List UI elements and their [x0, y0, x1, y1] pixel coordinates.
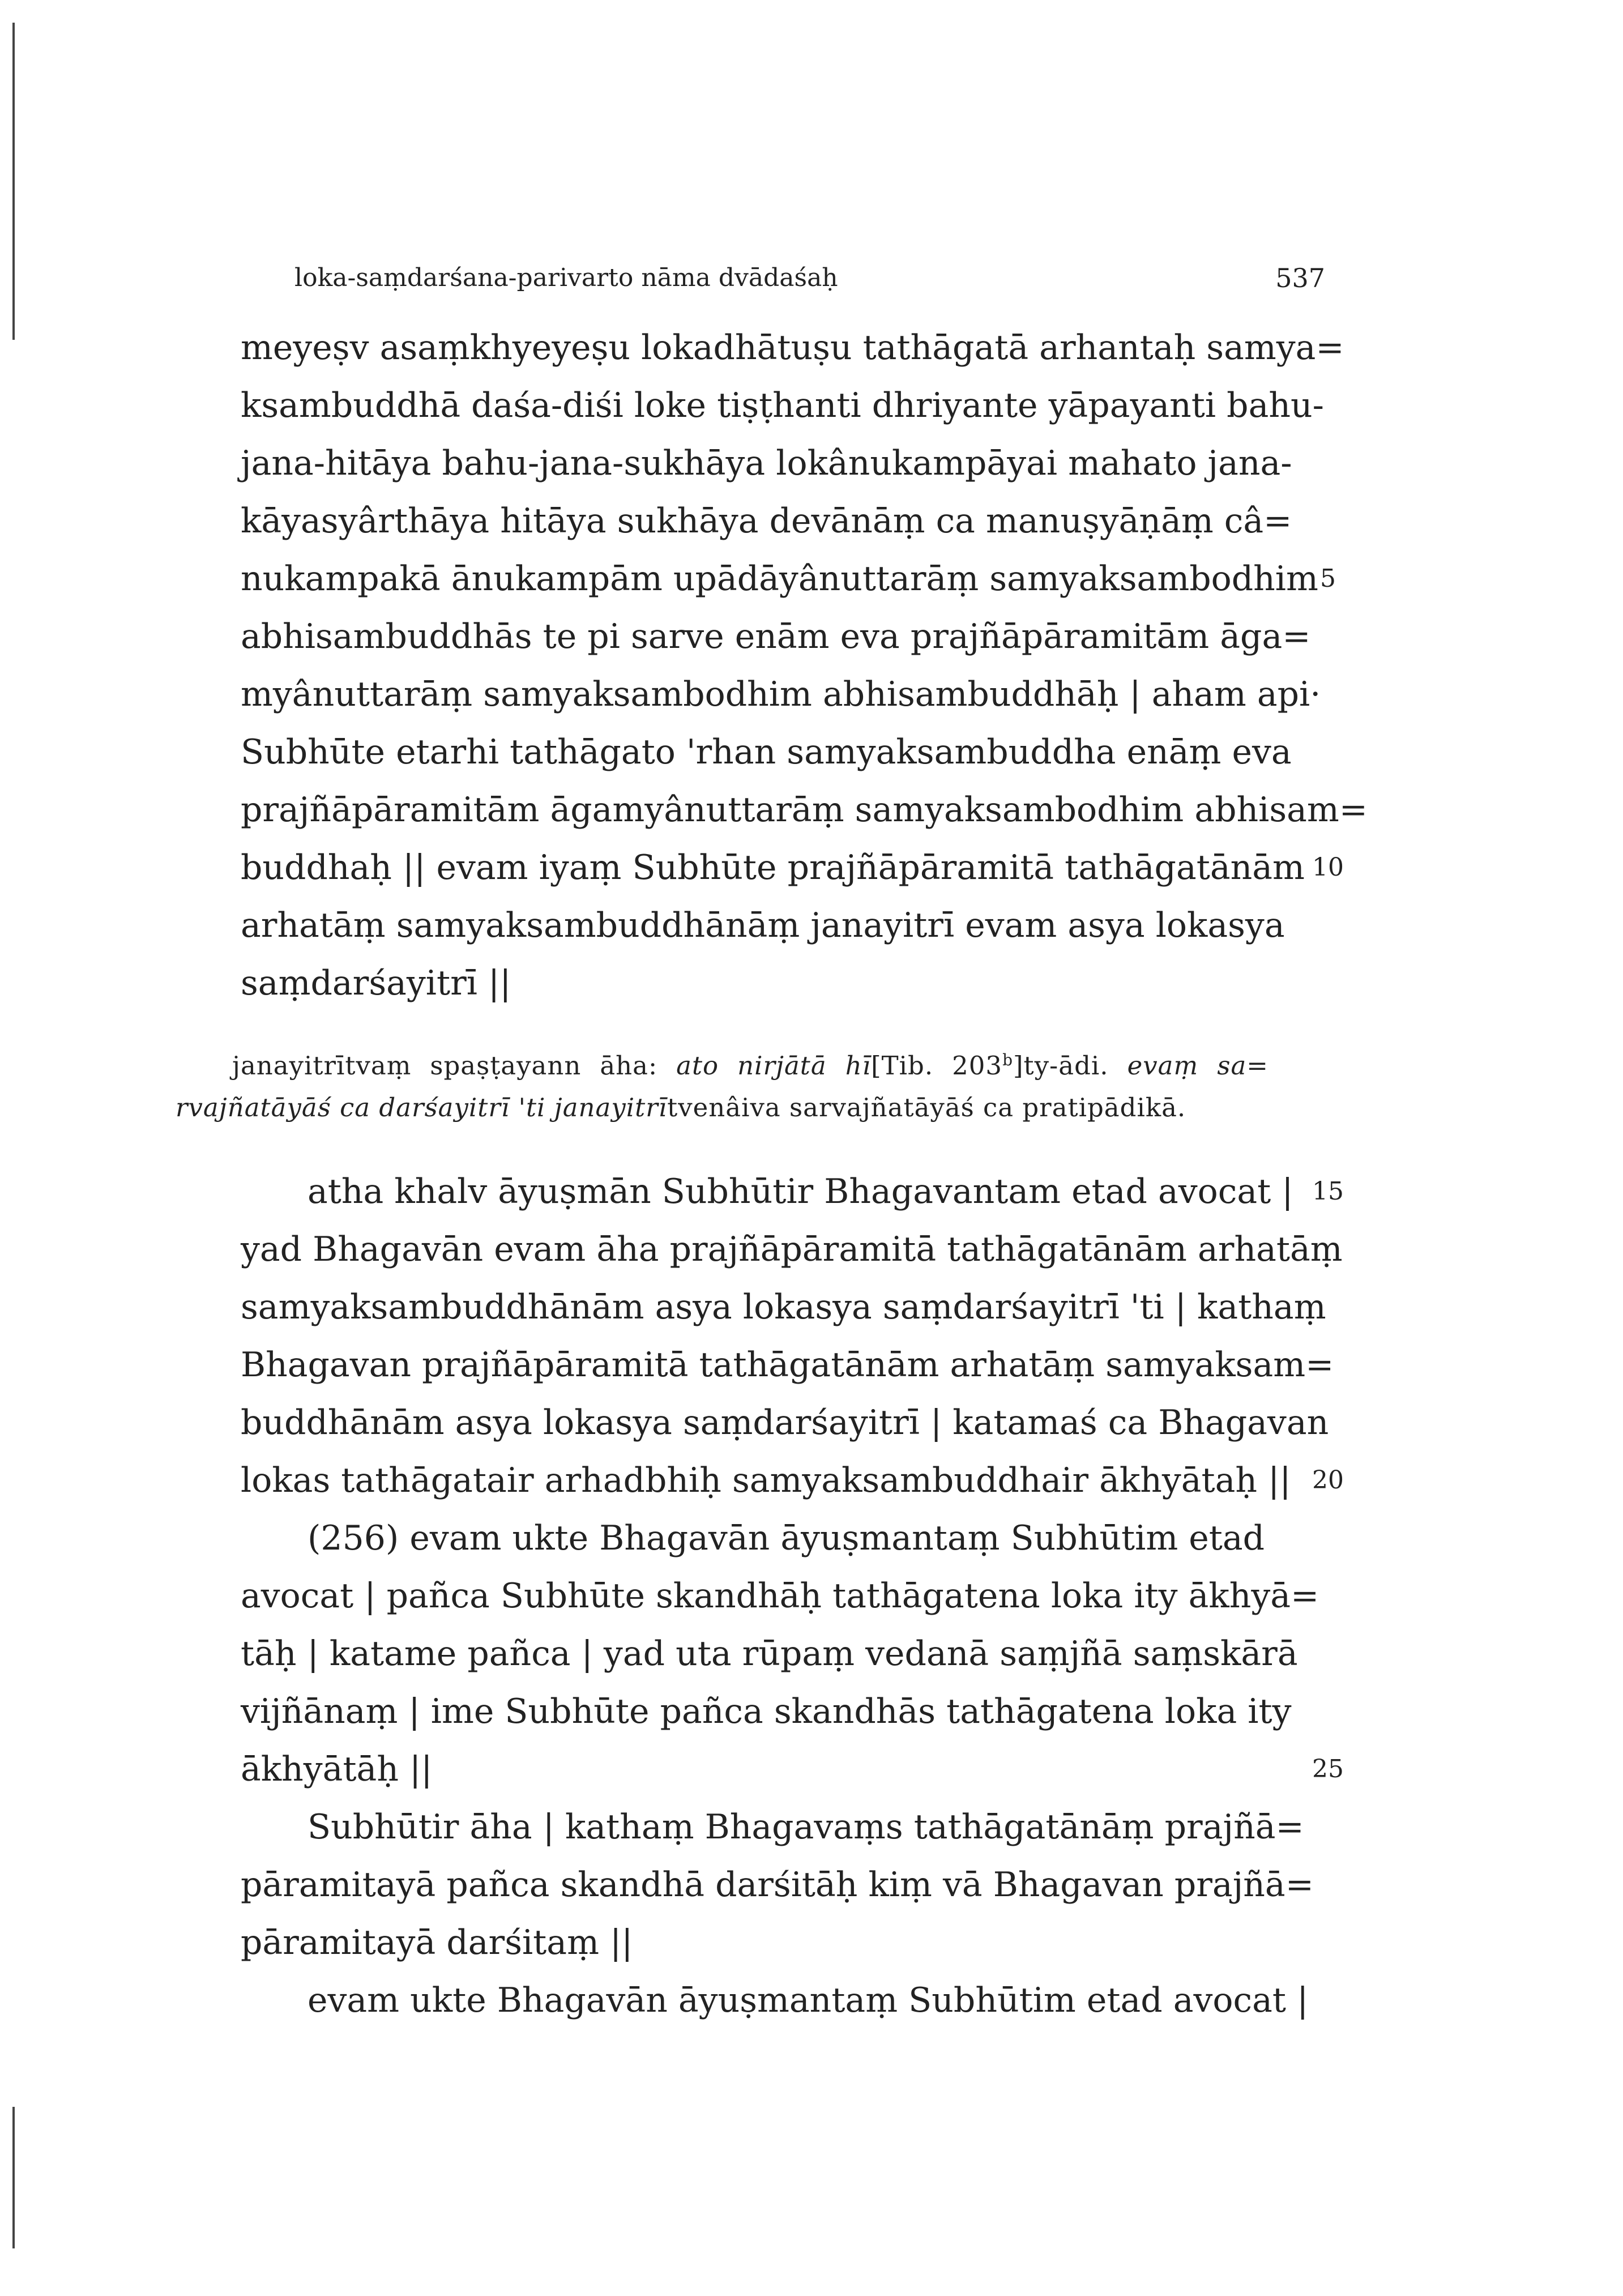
page-number: 537 [1275, 263, 1325, 293]
commentary-text: tvenâiva sarvajñatāyāś ca pratipādikā. [667, 1092, 1186, 1123]
text-line: pāramitayā darśitaṃ || [241, 1923, 633, 1962]
commentary-quote: evaṃ sa= [1127, 1051, 1268, 1081]
text-line: pāramitayā pañca skandhā darśitāḥ kiṃ vā Bhagavan prajñā= [241, 1865, 1314, 1905]
scan-edge-mark-bottom [12, 2107, 15, 2248]
text-line: atha khalv āyuṣmān Subhūtir Bhagavantam etad avocat | [307, 1172, 1293, 1211]
text-line: nukampakā ānukampām upādāyânuttarāṃ samyaksambodhim [241, 559, 1318, 599]
text-line: yad Bhagavān evam āha prajñāpāramitā tathāgatānām arhatāṃ [241, 1230, 1343, 1269]
commentary-superscript: b [1002, 1051, 1013, 1069]
text-line: (256) evam ukte Bhagavān āyuṣmantaṃ Subhūtim etad [307, 1518, 1265, 1558]
commentary-quote: rvajñatāyāś ca darśayitrī 'ti janayitrī [176, 1092, 668, 1123]
commentary-text: ]ty-ādi. [1013, 1051, 1127, 1081]
commentary-line [232, 1040, 1268, 1081]
text-line: tāḥ | katame pañca | yad uta rūpaṃ vedanā saṃjñā saṃskārā [241, 1634, 1298, 1674]
running-header [294, 258, 1325, 298]
line-number: 5 [1320, 564, 1336, 593]
commentary-quote: ato nirjātā hī [676, 1051, 872, 1081]
scan-edge-mark-top [12, 23, 15, 340]
line-number: 25 [1312, 1755, 1344, 1783]
commentary-reference: [Tib. 203 [871, 1051, 1003, 1081]
text-line: ksambuddhā daśa-diśi loke tiṣṭhanti dhriyante yāpayanti bahu- [241, 386, 1324, 425]
text-line: samyaksambuddhānām asya lokasya saṃdarśayitrī 'ti | kathaṃ [241, 1287, 1326, 1327]
text-line: meyeṣv asaṃkhyeyeṣu lokadhātuṣu tathāgatā arhantaḥ samya= [241, 328, 1344, 368]
text-line: jana-hitāya bahu-jana-sukhāya lokânukampāyai mahato jana- [241, 443, 1292, 483]
text-line: arhatāṃ samyaksambuddhānāṃ janayitrī evam asya lokasya [241, 906, 1285, 945]
line-number: 15 [1312, 1177, 1344, 1206]
text-line: buddhānām asya lokasya saṃdarśayitrī | katamaś ca Bhagavan [241, 1403, 1329, 1443]
text-line: kāyasyârthāya hitāya sukhāya devānāṃ ca manuṣyāṇāṃ câ= [241, 501, 1292, 541]
text-line: myânuttarāṃ samyaksambodhim abhisambuddhāḥ | aham api· [241, 675, 1321, 714]
text-line: Bhagavan prajñāpāramitā tathāgatānām arhatāṃ samyaksam= [241, 1345, 1334, 1385]
text-line: evam ukte Bhagavān āyuṣmantaṃ Subhūtim etad avocat | [307, 1981, 1309, 2020]
text-line: saṃdarśayitrī || [241, 963, 511, 1003]
text-line: vijñānaṃ | ime Subhūte pañca skandhās tathāgatena loka ity [241, 1692, 1292, 1731]
line-number: 10 [1312, 853, 1344, 882]
text-line: Subhūtir āha | kathaṃ Bhagavaṃs tathāgatānāṃ prajñā= [307, 1807, 1304, 1847]
line-number: 20 [1312, 1466, 1344, 1495]
text-line: abhisambuddhās te pi sarve enām eva prajñāpāramitām āga= [241, 617, 1311, 656]
text-line: buddhaḥ || evam iyaṃ Subhūte prajñāpāramitā tathāgatānām [241, 848, 1305, 887]
text-line: avocat | pañca Subhūte skandhāḥ tathāgatena loka ity ākhyā= [241, 1576, 1319, 1616]
text-line: lokas tathāgatair arhadbhiḥ samyaksambuddhair ākhyātaḥ || [241, 1461, 1291, 1500]
commentary-text: janayitrītvaṃ spaṣṭayann āha: [232, 1051, 677, 1081]
running-title: loka-saṃdarśana-parivarto nāma dvādaśaḥ [294, 263, 838, 292]
text-line: ākhyātāḥ || [241, 1749, 433, 1789]
text-line: Subhūte etarhi tathāgato 'rhan samyaksambuddha enāṃ eva [241, 732, 1292, 772]
commentary-line [176, 1087, 1268, 1128]
text-line: prajñāpāramitām āgamyânuttarāṃ samyaksambodhim abhisam= [241, 790, 1368, 830]
